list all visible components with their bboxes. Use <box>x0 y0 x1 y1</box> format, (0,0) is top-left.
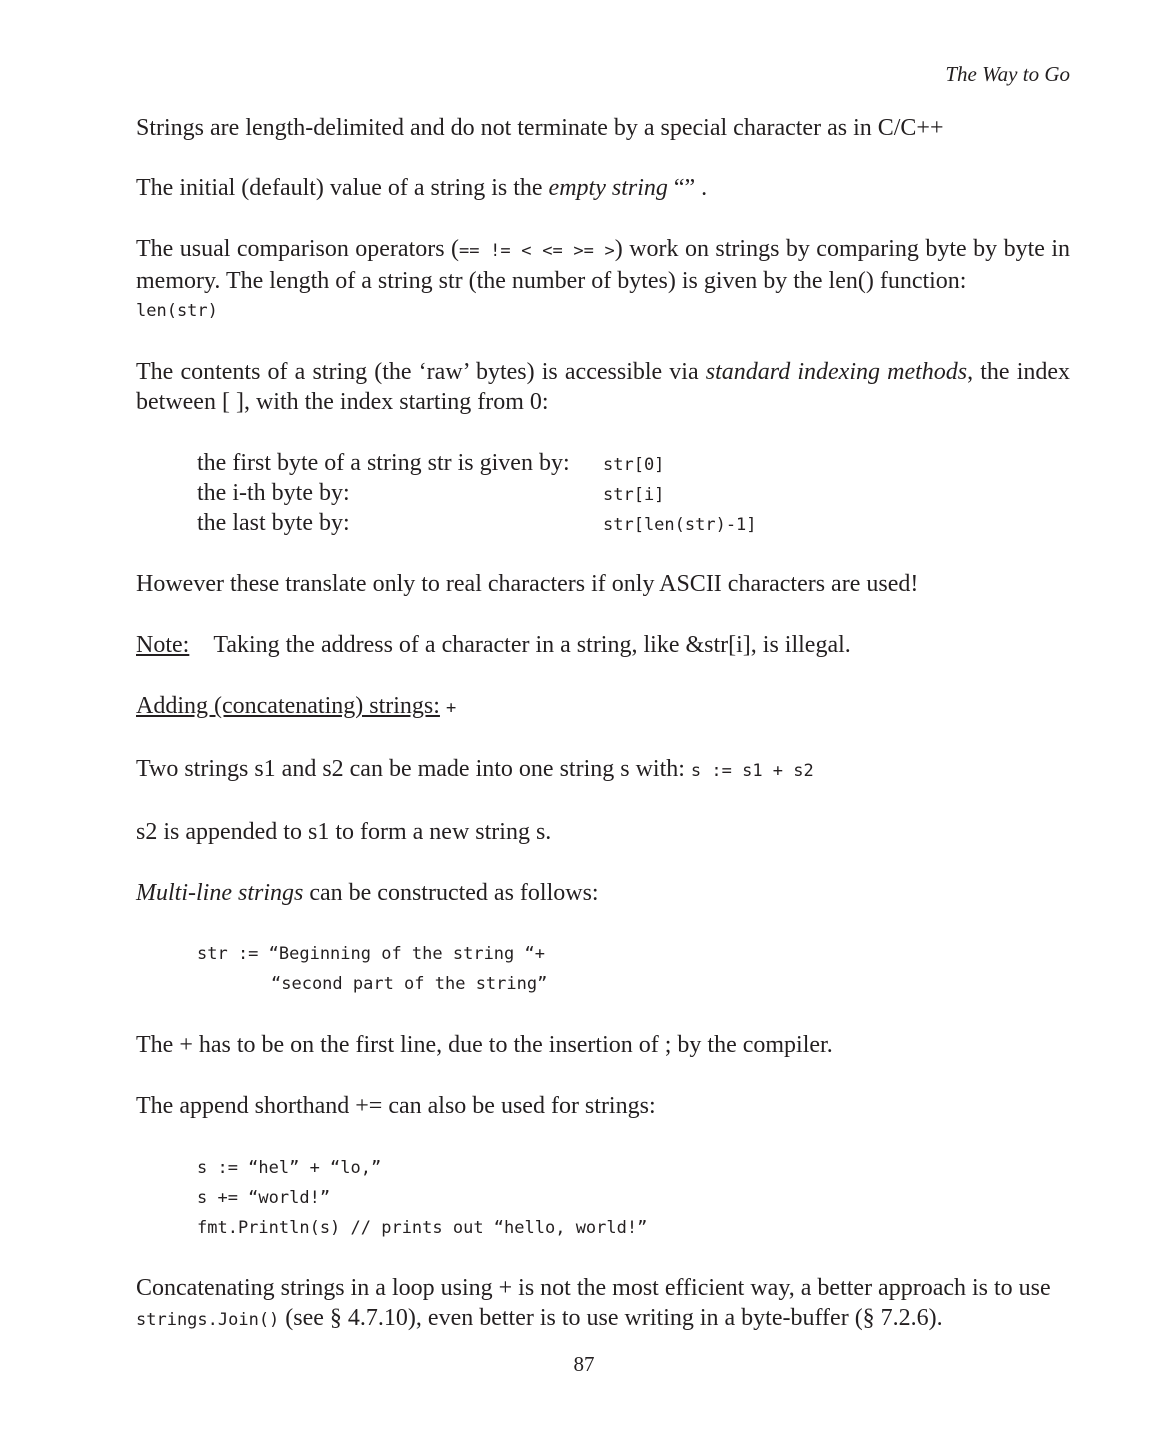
indexing-table <box>197 448 1070 538</box>
text: (see § 4.7.10), even better is to use writing in a byte-buffer (§ 7.2.6). <box>279 1305 943 1331</box>
text: The usual comparison operators ( <box>136 236 460 262</box>
heading-label: Adding (concatenating) strings: <box>136 693 440 719</box>
note-text: Taking the address of a character in a string, like &str[i], is illegal. <box>213 632 851 658</box>
paragraph-contents <box>136 357 1070 417</box>
text: The initial (default) value of a string is the <box>136 175 549 201</box>
text: Two strings s1 and s2 can be made into one string s with: <box>136 756 685 782</box>
paragraph-concat-loop <box>136 1273 1070 1335</box>
table-row <box>197 478 1070 508</box>
running-header: The Way to Go <box>945 62 1070 86</box>
emphasis: standard indexing methods <box>705 359 968 385</box>
plus-operator: + <box>445 698 457 718</box>
row-code: str[i] <box>603 485 665 505</box>
code-line: s := “hel” + “lo,” <box>197 1158 382 1178</box>
code-line: “second part of the string” <box>271 974 548 994</box>
text: Concatenating strings in a loop using + is not the most efficient way, a better approach is to use <box>136 1275 1051 1301</box>
table-row <box>197 448 1070 478</box>
code-line: fmt.Println(s) // prints out “hello, world!” <box>197 1218 648 1238</box>
paragraph-ascii: However these translate only to real characters if only ASCII characters are used! <box>136 571 919 597</box>
page-number: 87 <box>573 1352 595 1376</box>
operators-code: == != < <= >= > <box>459 241 615 261</box>
page-body <box>136 113 1070 1335</box>
text: , the index between [ ], with the index starting from 0: <box>136 359 1071 415</box>
text: “” . <box>667 175 708 201</box>
code-line: str := “Beginning of the string “+ <box>197 944 545 964</box>
paragraph-multiline <box>136 878 1070 908</box>
code-block-multiline <box>197 939 1070 999</box>
row-label: the i-th byte by: <box>197 480 350 506</box>
paragraph-two-strings <box>136 754 1070 786</box>
text: can be constructed as follows: <box>303 880 599 906</box>
note-label: Note: <box>136 632 190 658</box>
heading-adding <box>136 691 1070 723</box>
code-block-append <box>197 1153 1070 1243</box>
join-code: strings.Join() <box>136 1310 280 1330</box>
len-code: len(str) <box>136 301 218 321</box>
table-row <box>197 508 1070 538</box>
text: The contents of a string (the ‘raw’ bytes) is accessible via <box>136 359 706 385</box>
code-line: s += “world!” <box>197 1188 331 1208</box>
text: ) work on strings by comparing byte by byte in memory. The length of a string str (the number of bytes) is given by the len() function: <box>136 236 1071 294</box>
paragraph-appended: s2 is appended to s1 to form a new string s. <box>136 819 552 845</box>
note <box>136 630 1070 660</box>
paragraph-initial-value <box>136 173 1070 203</box>
paragraph-plus-first-line: The + has to be on the first line, due to the insertion of ; by the compiler. <box>136 1032 833 1058</box>
paragraph-comparison <box>136 234 1070 296</box>
row-label: the last byte by: <box>197 510 350 536</box>
row-label: the first byte of a string str is given by: <box>197 450 570 476</box>
paragraph-append-shorthand: The append shorthand += can also be used for strings: <box>136 1093 656 1119</box>
paragraph-length-delimited: Strings are length-delimited and do not terminate by a special character as in C/C++ <box>136 115 944 141</box>
concat-code: s := s1 + s2 <box>690 761 814 781</box>
emphasis: empty string <box>548 175 668 201</box>
emphasis: Multi-line strings <box>136 880 304 906</box>
row-code: str[0] <box>603 455 665 475</box>
row-code: str[len(str)-1] <box>603 515 757 535</box>
